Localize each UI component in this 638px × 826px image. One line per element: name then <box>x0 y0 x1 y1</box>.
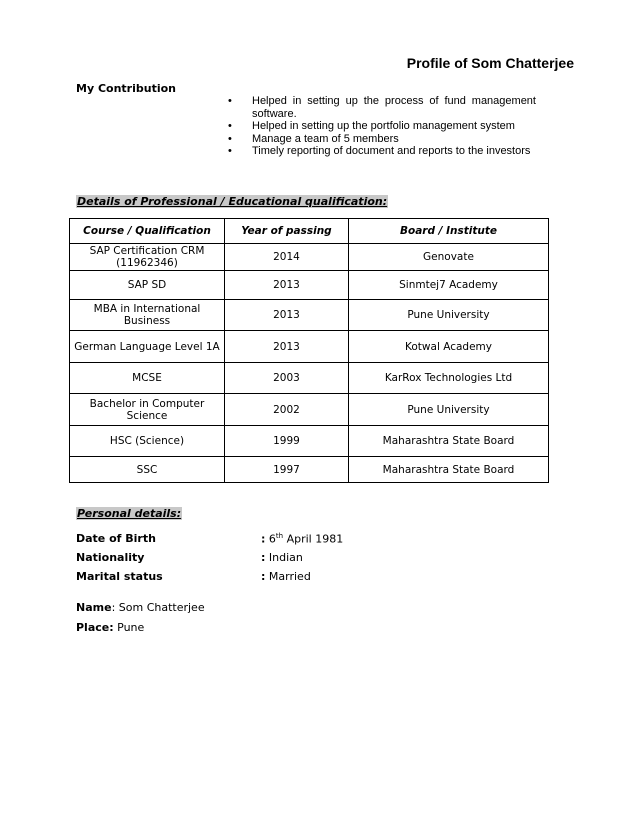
table-row <box>70 426 549 457</box>
separator: : <box>261 532 266 546</box>
personal-heading: Personal details: <box>77 507 182 520</box>
name-label: Name <box>76 601 112 614</box>
year-cell: 1997 <box>225 457 349 483</box>
separator: : <box>261 570 266 583</box>
course-cell: Bachelor in Computer Science <box>70 394 225 426</box>
table-row <box>70 394 549 426</box>
dob-value: : 6th April 1981 <box>261 532 344 546</box>
bullet-icon: • <box>228 120 232 132</box>
contribution-item: • Helped in setting up the portfolio management system <box>228 120 515 132</box>
dob-label: Date of Birth <box>76 532 156 545</box>
contribution-label: My Contribution <box>76 82 176 95</box>
year-cell: 2002 <box>225 394 349 426</box>
year-cell: 2014 <box>225 244 349 271</box>
institute-cell: Maharashtra State Board <box>349 426 549 457</box>
place-label: Place: <box>76 621 114 634</box>
table-row <box>70 300 549 331</box>
place-line <box>76 621 144 634</box>
course-cell: SAP Certification CRM (11962346) <box>70 244 225 271</box>
year-cell: 2013 <box>225 271 349 300</box>
table-row <box>70 331 549 363</box>
name-line <box>76 601 205 614</box>
institute-cell: Kotwal Academy <box>349 331 549 363</box>
separator: : <box>261 551 266 564</box>
year-cell: 2013 <box>225 300 349 331</box>
nationality-label: Nationality <box>76 551 145 564</box>
qualification-heading: Details of Professional / Educational qualification: <box>77 195 388 208</box>
column-header-course: Course / Qualification <box>70 219 225 244</box>
qualification-table <box>69 218 549 483</box>
table-row <box>70 271 549 300</box>
institute-cell: Maharashtra State Board <box>349 457 549 483</box>
place-value: Pune <box>113 621 145 634</box>
column-header-year: Year of passing <box>225 219 349 244</box>
course-cell: MCSE <box>70 363 225 394</box>
institute-cell: Pune University <box>349 394 549 426</box>
name-value: : Som Chatterjee <box>111 601 205 614</box>
institute-cell: KarRox Technologies Ltd <box>349 363 549 394</box>
institute-cell: Genovate <box>349 244 549 271</box>
course-cell: German Language Level 1A <box>70 331 225 363</box>
page-title: Profile of Som Chatterjee <box>406 55 574 71</box>
contribution-item: • Helped in setting up the process of fund management software. <box>228 95 536 120</box>
institute-cell: Sinmtej7 Academy <box>349 271 549 300</box>
course-cell: SAP SD <box>70 271 225 300</box>
institute-cell: Pune University <box>349 300 549 331</box>
column-header-institute: Board / Institute <box>349 219 549 244</box>
table-row <box>70 244 549 271</box>
course-cell: MBA in International Business <box>70 300 225 331</box>
contribution-item: • Manage a team of 5 members <box>228 132 399 145</box>
bullet-icon: • <box>228 132 232 145</box>
table-row <box>70 457 549 483</box>
nationality-value: : Indian <box>261 551 303 564</box>
bullet-icon: • <box>228 95 232 107</box>
marital-value: : Married <box>261 570 311 583</box>
year-cell: 2013 <box>225 331 349 363</box>
table-header-row <box>70 219 549 244</box>
contribution-item: • Timely reporting of document and reports to the investors <box>228 145 531 157</box>
contribution-list <box>228 95 536 158</box>
course-cell: HSC (Science) <box>70 426 225 457</box>
bullet-icon: • <box>228 145 232 157</box>
marital-label: Marital status <box>76 570 163 583</box>
year-cell: 2003 <box>225 363 349 394</box>
course-cell: SSC <box>70 457 225 483</box>
year-cell: 1999 <box>225 426 349 457</box>
table-row <box>70 363 549 394</box>
